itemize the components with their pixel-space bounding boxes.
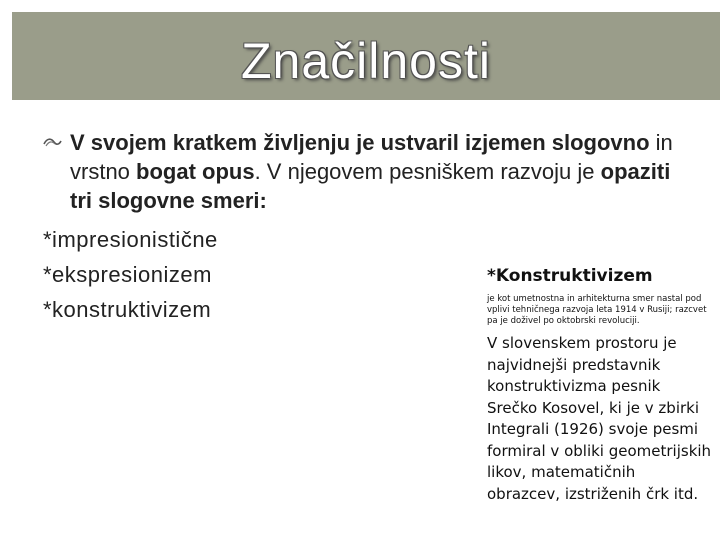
slide-title: Značilnosti xyxy=(241,33,491,89)
bullet-text-part: bogat opus xyxy=(136,159,255,184)
directions-list xyxy=(43,222,218,327)
side-panel xyxy=(487,266,712,505)
title-band xyxy=(12,12,720,100)
direction-item: *ekspresionizem xyxy=(43,262,212,287)
bullet-text-part: opaziti tri slogovne smeri: xyxy=(70,159,671,213)
side-note: je kot umetnostna in arhitekturna smer nastal pod vplivi tehničnega razvoja leta 1914 v Rusiji; razcvet pa je doživel po oktobrski revoluciji. xyxy=(487,294,707,326)
bullet-text-part: . V njegovem pesniškem razvoju je xyxy=(254,159,601,184)
side-body: V slovenskem prostoru je najvidnejši predstavnik konstruktivizma pesnik Srečko Kosovel, ki je v zbirki Integrali (1926) svoje pesmi formiral v obliki geometrijskih likov, matematičnih obrazcev, izstriženih črk itd. xyxy=(487,334,712,503)
direction-item: *konstruktivizem xyxy=(43,297,212,322)
bullet-text-part: V svojem kratkem življenju je ustvaril izjemen slogovno xyxy=(70,130,650,155)
side-title: *Konstruktivizem xyxy=(487,266,653,286)
bullet-text-part: in vrstno xyxy=(70,130,673,184)
direction-item: *impresionistične xyxy=(43,227,218,252)
bullet-paragraph xyxy=(45,128,685,215)
